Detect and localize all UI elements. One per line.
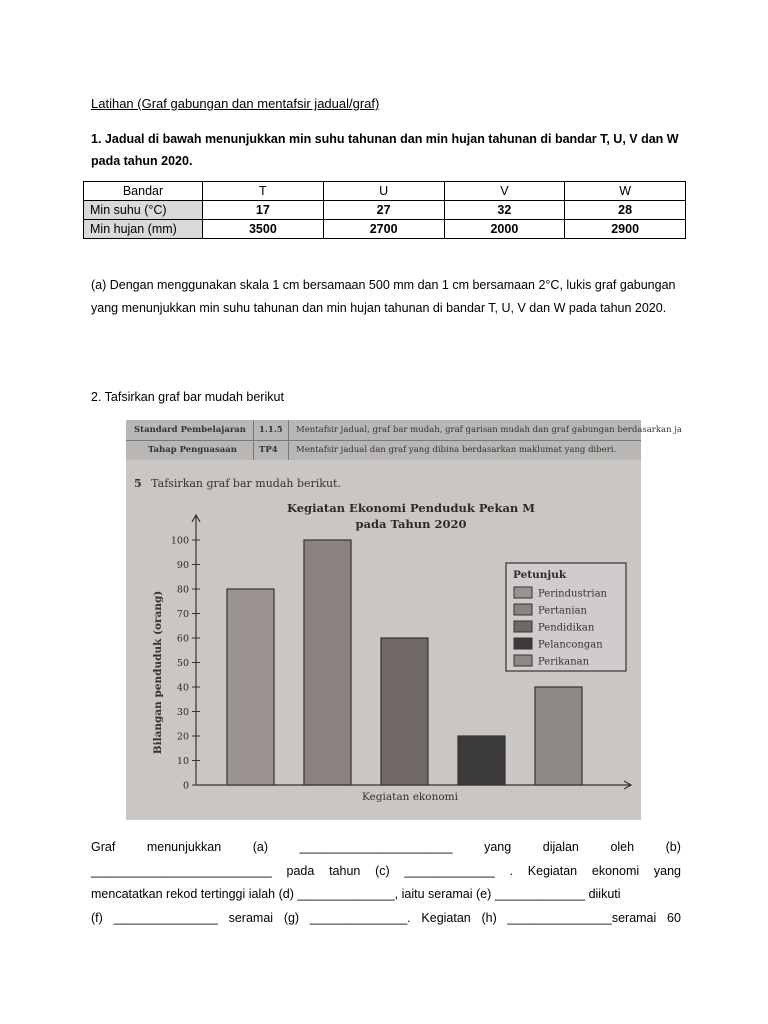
fill-word: (g) [283, 910, 300, 925]
fill-line-2 [91, 860, 681, 884]
exercise-text: Tafsirkan graf bar mudah berikut. [151, 477, 341, 490]
exercise-number: 5 [134, 477, 142, 490]
fill-word: (a) [252, 840, 269, 854]
fill-word: _______________seramai [507, 910, 657, 925]
band-label: Tahap Penguasaan [148, 445, 237, 455]
fill-word: ______________________ [299, 840, 453, 854]
y-tick-label: 90 [176, 560, 189, 571]
question-1 [91, 128, 681, 172]
band-label: Standard Pembelajaran [134, 425, 246, 435]
fill-word: tahun [329, 863, 361, 878]
y-tick-label: 60 [176, 633, 189, 645]
fill-word: (f) [91, 910, 103, 925]
fill-word: oleh [610, 840, 635, 854]
table-row [84, 201, 686, 220]
y-tick-label: 80 [176, 584, 189, 596]
legend-swatch [514, 638, 532, 649]
y-tick-label: 20 [176, 731, 189, 743]
band-desc: Mentafsir jadual, graf bar mudah, graf garisan mudah dan graf gabungan berdasarkan ja [296, 425, 682, 435]
fill-word: (c) [375, 863, 390, 878]
table-cell: 2900 [565, 220, 686, 239]
y-tick-label: 70 [176, 609, 189, 620]
question-2: 2. Tafsirkan graf bar mudah berikut [91, 390, 284, 404]
fill-line-3: mencatatkan rekod tertinggi ialah (d) ______________, iaitu seramai (e) _____________ diikuti [91, 887, 621, 901]
legend-label: Pendidikan [538, 622, 595, 634]
question-1-number: 1. [91, 132, 102, 146]
fill-word: 60 [667, 910, 681, 925]
legend-title: Petunjuk [513, 569, 567, 581]
fill-in-paragraph [91, 836, 681, 930]
fill-word: . [509, 863, 514, 878]
band-code: 1.1.5 [259, 425, 283, 435]
table-header-cell: W [565, 182, 686, 201]
table-row [84, 220, 686, 239]
table-header-cell: U [323, 182, 444, 201]
bar-pelancongan [458, 736, 505, 785]
table-cell: 3500 [203, 220, 324, 239]
bar-perindustrian [227, 589, 274, 785]
chart-subtitle: pada Tahun 2020 [355, 517, 467, 531]
legend-label: Pertanian [538, 605, 587, 617]
band-code: TP4 [259, 445, 278, 455]
fill-word: Graf [91, 840, 116, 854]
x-axis-label: Kegiatan ekonomi [362, 791, 458, 803]
table-header-cell: Bandar [84, 182, 203, 201]
y-tick-label: 50 [176, 658, 189, 669]
legend-label: Perindustrian [538, 588, 607, 600]
legend-label: Perikanan [538, 656, 590, 668]
fill-word: seramai [228, 910, 274, 925]
fill-word: ______________. [309, 910, 411, 925]
table-cell: 2000 [444, 220, 565, 239]
textbook-photo [126, 420, 682, 820]
legend-swatch [514, 621, 532, 632]
table-cell: 28 [565, 201, 686, 220]
legend-swatch [514, 587, 532, 598]
row-label: Min hujan (mm) [84, 220, 203, 239]
y-tick-label: 10 [176, 756, 189, 767]
fill-word: dijalan [542, 840, 579, 854]
table-header-cell: T [203, 182, 324, 201]
fill-word: __________________________ [91, 863, 272, 878]
fill-word: ekonomi [591, 863, 640, 878]
legend-swatch [514, 655, 532, 666]
question-1-text: Jadual di bawah menunjukkan min suhu tahunan dan min hujan tahunan di bandar T, U, V dan W pada tahun 2020. [91, 132, 679, 168]
legend-label: Pelancongan [538, 639, 603, 651]
bar-pendidikan [381, 638, 428, 785]
fill-word: (b) [665, 840, 681, 854]
fill-word: _____________ [404, 863, 495, 878]
y-tick-label: 40 [176, 682, 189, 694]
table-cell: 27 [323, 201, 444, 220]
table-cell: 2700 [323, 220, 444, 239]
page-title: Latihan (Graf gabungan dan mentafsir jadual/graf) [91, 96, 380, 111]
fill-word: _______________ [113, 910, 218, 925]
table-cell: 17 [203, 201, 324, 220]
bar-pertanian [304, 540, 351, 785]
data-table [83, 181, 686, 239]
y-axis-label: Bilangan penduduk (orang) [152, 590, 164, 755]
bar-perikanan [535, 687, 582, 785]
band-desc: Mentafsir jadual dan graf yang dibina berdasarkan maklumat yang diberi. [296, 445, 617, 455]
fill-word: menunjukkan [146, 840, 222, 854]
bar-chart [126, 420, 641, 820]
fill-word: yang [484, 840, 512, 854]
y-tick-label: 0 [182, 780, 189, 792]
table-cell: 32 [444, 201, 565, 220]
fill-word: yang [653, 863, 681, 878]
question-1a: (a) Dengan menggunakan skala 1 cm bersamaan 500 mm dan 1 cm bersamaan 2°C, lukis graf gabungan yang menunjukkan min suhu tahunan dan min hujan tahunan di bandar T, U, V dan W pada tahun 2020. [91, 278, 676, 315]
row-label: Min suhu (°C) [84, 201, 203, 220]
table-header-cell: V [444, 182, 565, 201]
legend-swatch [514, 604, 532, 615]
fill-word: Kegiatan [421, 910, 471, 925]
fill-line-1 [91, 836, 681, 860]
chart-title: Kegiatan Ekonomi Penduduk Pekan M [287, 501, 535, 515]
fill-word: (h) [481, 910, 497, 925]
fill-word: Kegiatan [527, 863, 578, 878]
fill-word: pada [286, 863, 315, 878]
y-tick-label: 100 [170, 535, 189, 547]
y-tick-label: 30 [176, 707, 189, 718]
table-header-row [84, 182, 686, 201]
fill-line-4 [91, 907, 681, 931]
